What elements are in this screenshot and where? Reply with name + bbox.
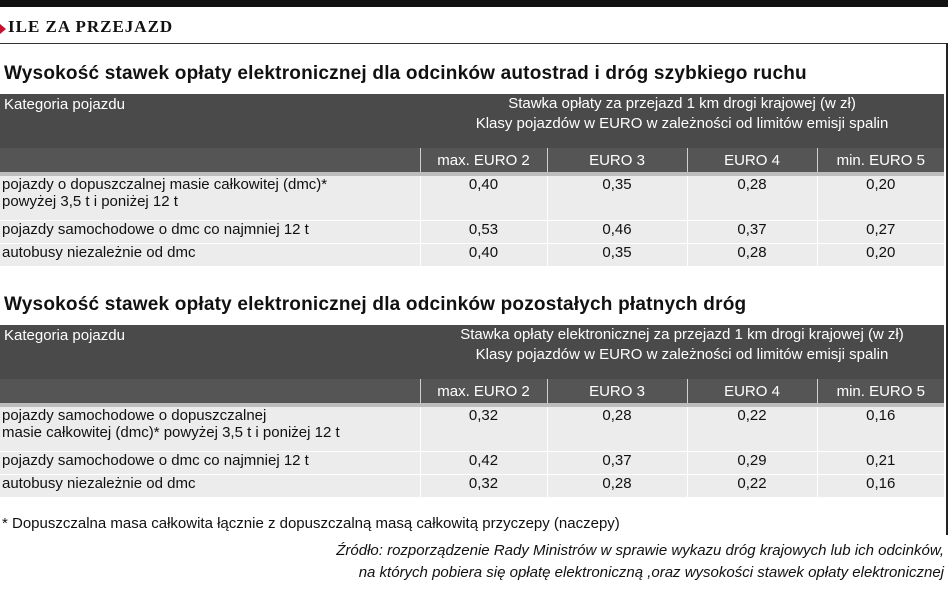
section2-title: Wysokość stawek opłaty elektronicznej dla odcinków pozostałych płatnych dróg <box>4 294 747 315</box>
value-cell: 0,46 <box>547 221 687 244</box>
class-header: EURO 3 <box>547 379 687 403</box>
class-header: EURO 4 <box>687 148 817 172</box>
value-cell: 0,20 <box>817 244 944 267</box>
value-cell: 0,28 <box>687 244 817 267</box>
value-cell: 0,22 <box>687 407 817 452</box>
value-cell: 0,37 <box>687 221 817 244</box>
source-line2: na których pobiera się opłatę elektroniczną ,oraz wysokości stawek opłaty elektronicznej <box>358 564 944 581</box>
table-row <box>0 244 944 267</box>
section1-table <box>0 94 944 267</box>
table-row <box>0 176 944 221</box>
section1-title: Wysokość stawek opłaty elektronicznej dla odcinków autostrad i dróg szybkiego ruchu <box>4 63 807 84</box>
value-cell: 0,42 <box>420 452 547 475</box>
row-label: pojazdy o dopuszczalnej masie całkowitej (dmc)* powyżej 3,5 t i poniżej 12 t <box>0 176 420 221</box>
rate-header-line2: Klasy pojazdów w EURO w zależności od limitów emisji spalin <box>475 346 889 363</box>
value-cell: 0,28 <box>687 176 817 221</box>
value-cell: 0,22 <box>687 475 817 498</box>
value-cell: 0,16 <box>817 475 944 498</box>
class-header: min. EURO 5 <box>817 379 944 403</box>
class-header: max. EURO 2 <box>420 148 547 172</box>
value-cell: 0,21 <box>817 452 944 475</box>
rate-header-line1: Stawka opłaty elektronicznej za przejazd 1 km drogi krajowej (w zł) <box>460 326 904 343</box>
row-label: autobusy niezależnie od dmc <box>0 244 420 267</box>
row-label: pojazdy samochodowe o dopuszczalnej masie całkowitej (dmc)* powyżej 3,5 t i poniżej 12 t <box>0 407 420 452</box>
row-label: pojazdy samochodowe o dmc co najmniej 12 t <box>0 452 420 475</box>
value-cell: 0,27 <box>817 221 944 244</box>
footnote: * Dopuszczalna masa całkowita łącznie z dopuszczalną masą całkowitą przyczepy (naczepy) <box>2 515 620 532</box>
source-note <box>336 540 944 584</box>
value-cell: 0,53 <box>420 221 547 244</box>
rate-header-line2: Klasy pojazdów w EURO w zależności od limitów emisji spalin <box>475 115 889 132</box>
class-header: EURO 4 <box>687 379 817 403</box>
bullet-icon <box>0 24 6 34</box>
rate-header <box>420 325 944 379</box>
value-cell: 0,35 <box>547 244 687 267</box>
top-bar <box>0 0 948 7</box>
header-title: ILE ZA PRZEJAZD <box>8 17 174 36</box>
row-label: pojazdy samochodowe o dmc co najmniej 12 t <box>0 221 420 244</box>
rate-header-line1: Stawka opłaty za przejazd 1 km drogi krajowej (w zł) <box>508 95 856 112</box>
row-label: autobusy niezależnie od dmc <box>0 475 420 498</box>
table-row <box>0 221 944 244</box>
class-header: EURO 3 <box>547 148 687 172</box>
value-cell: 0,29 <box>687 452 817 475</box>
section2-table <box>0 325 944 498</box>
category-header: Kategoria pojazdu <box>0 325 420 379</box>
value-cell: 0,20 <box>817 176 944 221</box>
category-header: Kategoria pojazdu <box>0 94 420 148</box>
value-cell: 0,35 <box>547 176 687 221</box>
rate-header <box>420 94 944 148</box>
header <box>0 7 948 44</box>
value-cell: 0,16 <box>817 407 944 452</box>
table-row <box>0 475 944 498</box>
value-cell: 0,28 <box>547 475 687 498</box>
value-cell: 0,32 <box>420 407 547 452</box>
value-cell: 0,32 <box>420 475 547 498</box>
value-cell: 0,28 <box>547 407 687 452</box>
value-cell: 0,40 <box>420 244 547 267</box>
class-header: max. EURO 2 <box>420 379 547 403</box>
table-row <box>0 407 944 452</box>
source-line1: Źródło: rozporządzenie Rady Ministrów w sprawie wykazu dróg krajowych lub ich odcinków, <box>336 542 944 559</box>
class-header: min. EURO 5 <box>817 148 944 172</box>
value-cell: 0,40 <box>420 176 547 221</box>
value-cell: 0,37 <box>547 452 687 475</box>
table-row <box>0 452 944 475</box>
